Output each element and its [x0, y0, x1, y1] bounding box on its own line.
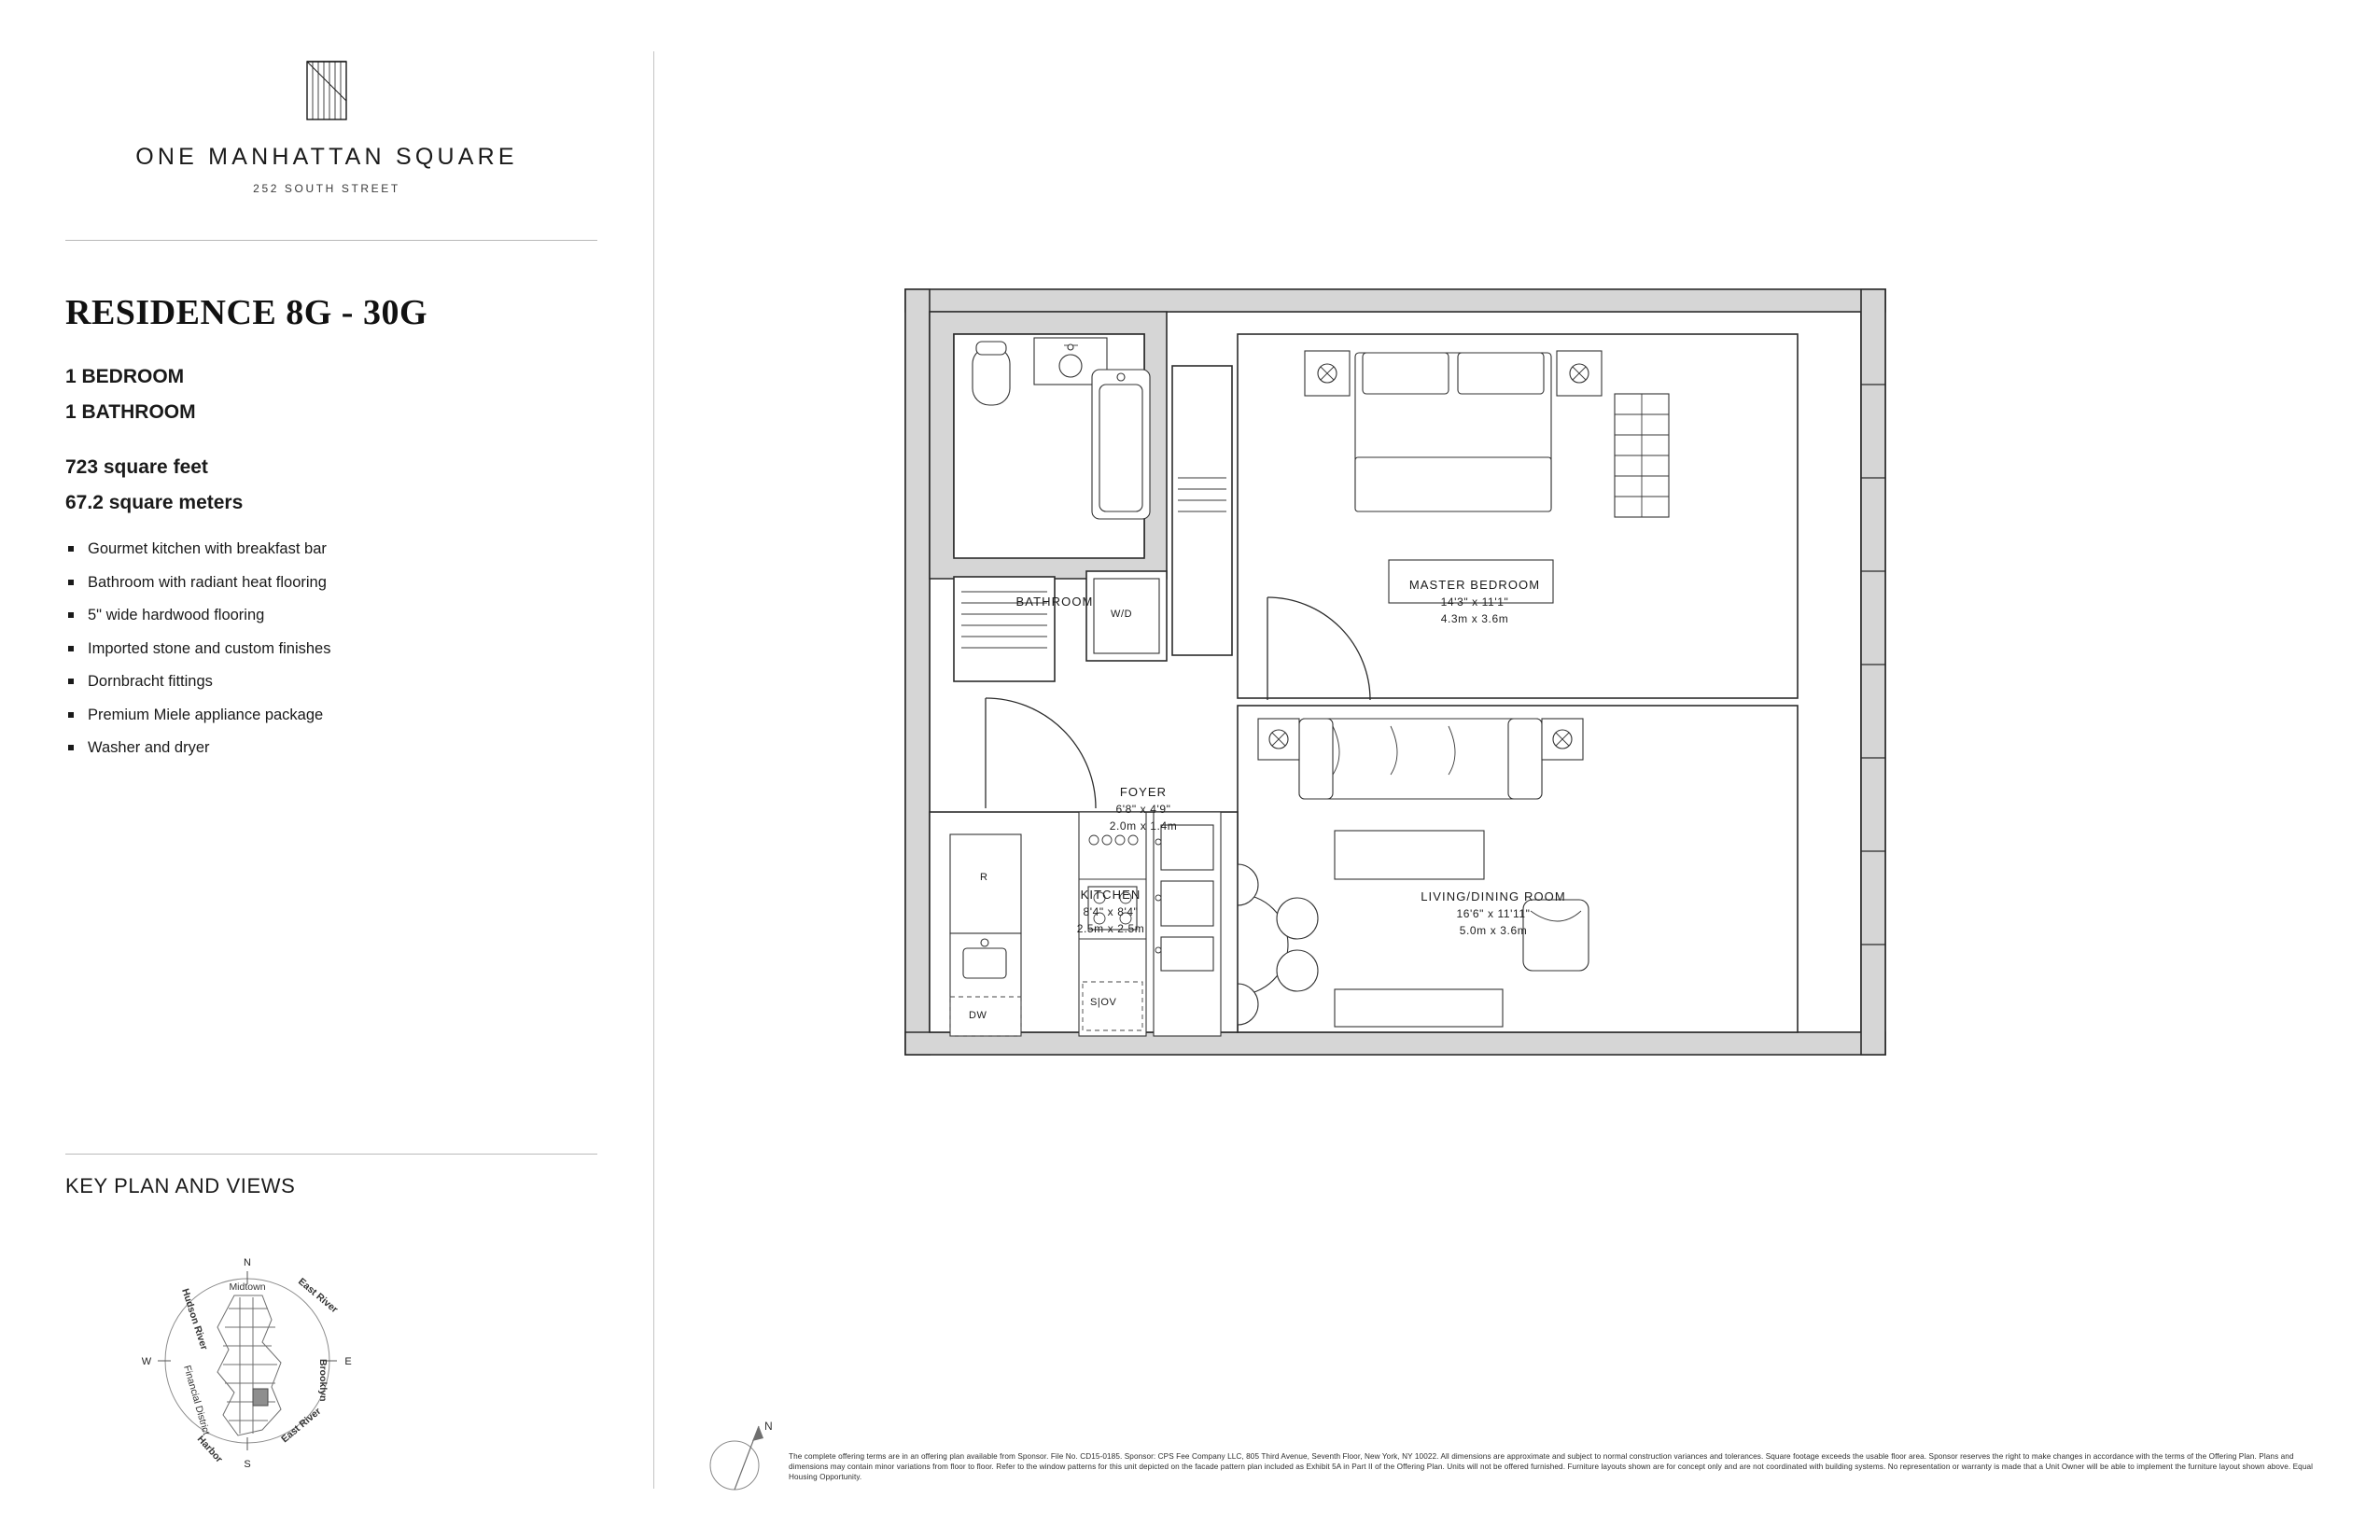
room-label-foyer: FOYER 6'8" x 4'9" 2.0m x 1.4m — [1109, 785, 1178, 833]
feature-list — [65, 539, 330, 772]
appliance-label-stove-oven: S|OV — [1090, 997, 1117, 1008]
page-title: RESIDENCE 8G - 30G — [65, 293, 427, 332]
svg-text:Financial District: Financial District — [181, 1364, 212, 1436]
room-label-bathroom: BATHROOM — [1015, 595, 1094, 609]
list-item: 5" wide hardwood flooring — [65, 606, 330, 624]
svg-text:Midtown: Midtown — [229, 1281, 266, 1293]
list-item: Washer and dryer — [65, 738, 330, 757]
list-item: Premium Miele appliance package — [65, 706, 330, 724]
svg-text:N: N — [764, 1420, 773, 1433]
svg-text:Hudson River: Hudson River — [179, 1287, 210, 1351]
floorplan-drawing — [896, 280, 1960, 1232]
appliance-label-dishwasher: DW — [969, 1010, 987, 1021]
building-logo-icon — [291, 56, 362, 127]
info-panel — [0, 0, 653, 1540]
bathroom-count: 1 BATHROOM — [65, 401, 196, 423]
divider-top — [65, 240, 597, 241]
divider-bottom — [65, 1154, 597, 1155]
svg-text:East River: East River — [296, 1276, 341, 1316]
unit-specs — [65, 359, 196, 430]
legal-disclaimer: The complete offering terms are in an offering plan available from Sponsor. File No. CD15-0185. Sponsor: CPS Fee Company LLC, 805 Third Avenue, Seventh Floor, New York, NY 10022. All dimensions are approximate and subject to normal construction variances and tolerances. Square footage exceeds the usable floor area. Sponsor reserves the right to make changes in accordance with the terms of the Offering Plan. Plans and dimensions may contain minor variations from floor to floor. Refer to the window patterns for this unit depicted on the facade pattern plan included as Exhibit 5A in Part II of the Offering Plan. Units will not be offered furnished. Furniture layouts shown are for concept only and are not coordinated with building systems. No representation or warranty is made that a Unit Owner will be able to implement the furniture layout shown above. Equal Housing Opportunity. — [789, 1452, 2314, 1481]
svg-text:N: N — [244, 1257, 251, 1268]
area-sqm: 67.2 square meters — [65, 492, 244, 513]
unit-area — [65, 450, 243, 521]
brand-logo-block — [65, 56, 588, 195]
list-item: Dornbracht fittings — [65, 672, 330, 691]
keyplan-title: KEY PLAN AND VIEWS — [65, 1174, 296, 1197]
keyplan-diagram — [98, 1223, 397, 1493]
svg-text:S: S — [244, 1459, 251, 1470]
svg-text:Harbor: Harbor — [194, 1433, 225, 1465]
north-arrow-icon — [695, 1409, 779, 1498]
room-label-kitchen: KITCHEN 8'4" x 8'4" 2.5m x 2.5m — [1076, 888, 1145, 935]
room-label-living-dining: LIVING/DINING ROOM 16'6" x 11'11" 5.0m x 3.6m — [1421, 889, 1566, 937]
svg-text:East River: East River — [279, 1406, 324, 1446]
svg-text:W: W — [141, 1356, 152, 1367]
svg-text:Brooklyn: Brooklyn — [317, 1359, 329, 1402]
room-label-master-bedroom: MASTER BEDROOM 14'3" x 11'1" 4.3m x 3.6m — [1408, 578, 1541, 625]
bedroom-count: 1 BEDROOM — [65, 366, 185, 387]
area-sqft: 723 square feet — [65, 456, 208, 478]
brand-name: ONE MANHATTAN SQUARE — [135, 144, 518, 170]
list-item: Gourmet kitchen with breakfast bar — [65, 539, 330, 558]
appliance-label-washer-dryer: W/D — [1111, 609, 1133, 620]
brand-address: 252 SOUTH STREET — [253, 182, 400, 195]
appliance-label-refrigerator: R — [980, 872, 988, 883]
svg-text:E: E — [344, 1356, 352, 1367]
list-item: Imported stone and custom finishes — [65, 639, 330, 658]
panel-divider — [653, 51, 654, 1489]
list-item: Bathroom with radiant heat flooring — [65, 573, 330, 592]
